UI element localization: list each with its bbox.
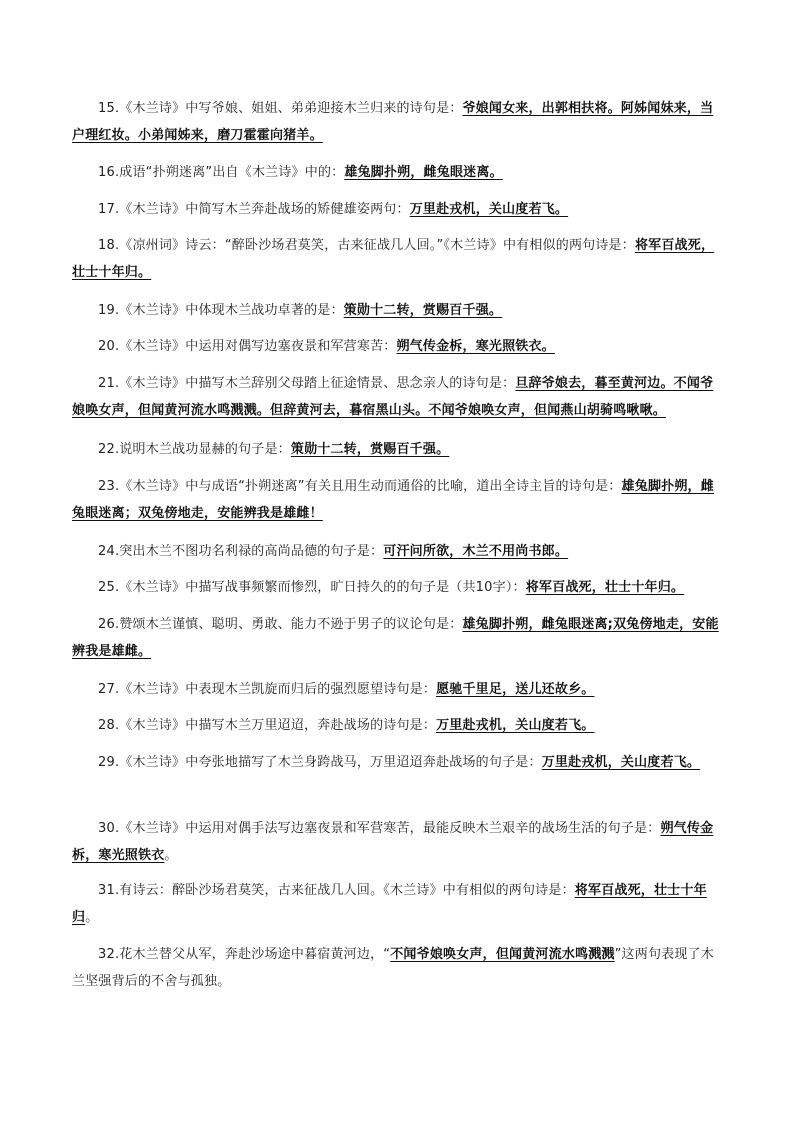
answer-text: 策勋十二转，赏赐百千强。 (343, 303, 503, 318)
answer-text: 朔气传金柝，寒光照铁衣。 (396, 339, 555, 354)
question-text: 21.《木兰诗》中描写木兰辞别父母踏上征途情景、思念亲人的诗句是： (98, 376, 516, 391)
list-item (72, 712, 726, 739)
list-item (72, 196, 726, 223)
answer-text: 不闻爷娘唤女声，但闻黄河流水鸣溅溅 (390, 947, 615, 962)
answer-text: 爷娘闻女来，出郭相扶将。阿姊闻妹来，当户理红妆。小弟闻姊来，磨刀霍霍向猪羊。 (72, 101, 714, 143)
answer-text: 旦辞爷娘去，暮至黄河边。不闻爷娘唤女声，但闻黄河流水鸣溅溅。但辞黄河去，暮宿黑山头。不闻爷娘唤女声，但闻燕山胡骑鸣啾啾。 (72, 376, 714, 418)
question-text: 17.《木兰诗》中简写木兰奔赴战场的矫健雄姿两句： (98, 202, 410, 217)
question-text: 20.《木兰诗》中运用对偶写边塞夜景和军营寒苦： (98, 339, 397, 354)
question-text: 29.《木兰诗》中夸张地描写了木兰身跨战马，万里迢迢奔赴战场的句子是： (98, 755, 542, 770)
answer-text: 策勋十二转，赏赐百千强。 (290, 442, 450, 457)
question-text: 25.《木兰诗》中描写战事频繁而惨烈，旷日持久的的句子是（共10字）： (98, 580, 526, 595)
tail-text: ”这两句表现了木兰坚强背后的不舍与孤独。 (72, 947, 714, 989)
question-text: 24.突出木兰不图功名利禄的高尚品德的句子是： (98, 544, 384, 559)
answer-text: 万里赴戎机，关山度若飞。 (409, 202, 569, 217)
list-item (72, 95, 726, 149)
list-item (72, 297, 726, 324)
question-text: 19.《木兰诗》中体现木兰战功卓著的是： (98, 303, 344, 318)
question-text: 28.《木兰诗》中描写木兰万里迢迢，奔赴战场的诗句是： (98, 718, 437, 733)
answer-text: 可汗问所欲，木兰不用尚书郎。 (383, 544, 569, 559)
answer-text: 将军百战死，壮士十年归 (72, 883, 707, 925)
question-text: 32.花木兰替父从军，奔赴沙场途中暮宿黄河边，“ (98, 947, 391, 962)
question-text: 23.《木兰诗》中与成语“扑朔迷离”有关且用生动而通俗的比喻，道出全诗主旨的诗句是： (98, 479, 622, 494)
question-text: 18.《凉州词》诗云：“醉卧沙场君莫笑，古来征战几人回。”《木兰诗》中有相似的两句诗是： (98, 238, 635, 253)
tail-text: 。 (164, 848, 178, 863)
list-item (72, 436, 726, 463)
list-item (72, 159, 726, 186)
list-item (72, 815, 726, 869)
question-text: 26.赞颂木兰谨慎、聪明、勇敢、能力不逊于男子的议论句是： (98, 617, 463, 632)
answer-text: 雄兔脚扑朔，雌兔眼迷离。 (344, 165, 503, 180)
question-text: 15.《木兰诗》中写爷娘、姐姐、弟弟迎接木兰归来的诗句是： (98, 101, 463, 116)
answer-text: 雄兔脚扑朔，雌兔眼迷离;双兔傍地走，安能辨我是雄雌。 (72, 617, 719, 659)
list-item (72, 574, 726, 601)
answer-text: 雄兔脚扑朔，雌兔眼迷离；双兔傍地走，安能辨我是雄雌！ (72, 479, 714, 521)
list-item (72, 473, 726, 527)
list-item (72, 333, 726, 360)
question-text: 31.有诗云：醉卧沙场君莫笑，古来征战几人回。《木兰诗》中有相似的两句诗是： (98, 883, 575, 898)
list-item (72, 611, 726, 665)
list-item (72, 749, 726, 776)
list-item (72, 877, 726, 931)
answer-text: 将军百战死，壮士十年归。 (525, 580, 685, 595)
question-text: 30.《木兰诗》中运用对偶手法写边塞夜景和军营寒苦，最能反映木兰艰辛的战场生活的句子是： (98, 821, 661, 836)
answer-text: 朔气传金柝，寒光照铁衣 (72, 821, 714, 863)
answer-text: 万里赴戎机，关山度若飞。 (436, 718, 595, 733)
answer-text: 愿驰千里足，送儿还故乡。 (436, 682, 595, 697)
answer-text: 将军百战死，壮士十年归。 (72, 238, 715, 280)
question-text: 22.说明木兰战功显赫的句子是： (98, 442, 291, 457)
list-item (72, 370, 726, 424)
list-item (72, 232, 726, 286)
question-text: 27.《木兰诗》中表现木兰凯旋而归后的强烈愿望诗句是： (98, 682, 437, 697)
tail-text: 。 (85, 910, 99, 925)
answer-text: 万里赴戎机，关山度若飞。 (541, 755, 701, 770)
list-item (72, 941, 726, 995)
question-text: 16.成语“扑朔迷离”出自《木兰诗》中的： (98, 165, 345, 180)
list-item (72, 676, 726, 703)
list-item (72, 538, 726, 565)
